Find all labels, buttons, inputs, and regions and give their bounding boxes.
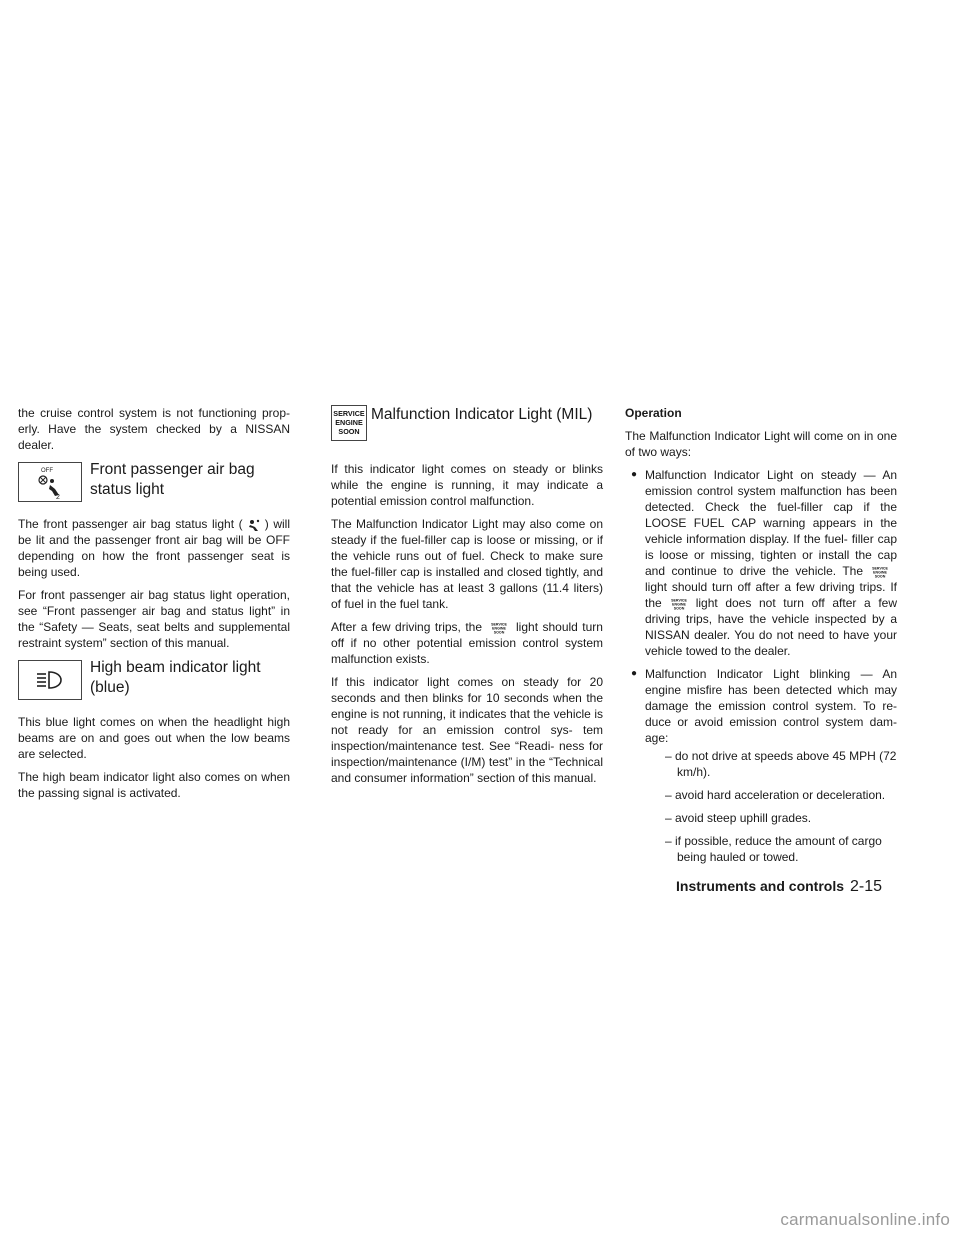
svg-text:2: 2 xyxy=(56,494,60,501)
operation-intro: The Malfunction Indicator Light will come on in one of two ways: xyxy=(625,429,897,459)
service-engine-soon-inline-icon xyxy=(666,598,692,610)
column-middle xyxy=(331,405,603,793)
intro-paragraph: the cruise control system is not functioning prop- erly. Have the system checked by a NISSAN dealer. xyxy=(18,406,290,452)
svg-text:SERVICE: SERVICE xyxy=(872,566,888,571)
column-left xyxy=(18,405,290,808)
svg-text:ENGINE: ENGINE xyxy=(335,418,363,427)
mil-paragraph-2: The Malfunction Indicator Light may also come on steady if the fuel-filler cap is loose or missing, or if the vehicle runs out of fuel. Check to make sure the fuel-filler cap is installed and closed tightly, and that the vehicle has at least 3 gallons (11.4 liters) of fuel in the fuel tank. xyxy=(331,517,603,611)
mil-paragraph-4: If this indicator light comes on steady for 20 seconds and then blinks for 10 seconds when the engine is not running, it indicates that the vehicle is not ready for an emission control sys- tem inspection/maintenance test. See “Readi- ness for inspection/maintenance (I/M) test” in the “Technical and consumer information” section of this manual. xyxy=(331,675,603,785)
mil-paragraph-3: After a few driving trips, the SERVICE ENGINE SOON light should turn off if no other potential emission control system malfunction exists. xyxy=(331,620,603,666)
page-footer xyxy=(676,878,882,896)
list-item-steady: ● Malfunction Indicator Light on steady — An emission control system malfunction has been detected. Check the fuel-filler cap if the LOOSE FUEL CAP warning appears in the vehicle information display. If the fuel- filler cap is loose or missing, tighten or install the cap and continue to drive the vehicle. The SERVICE ENGINE SOON light should turn off after a few driving trips. If the SERVICE ENGINE SOON light does not turn off after a few driving trips, have the vehicle inspected by a NISSAN dealer. You do not need to have your vehicle towed to the dealer. xyxy=(625,467,897,659)
svg-text:SERVICE: SERVICE xyxy=(491,622,507,627)
list-item: – if possible, reduce the amount of cargo being hauled or towed. xyxy=(665,834,882,864)
list-item: – do not drive at speeds above 45 MPH (72 km/h). xyxy=(665,749,897,779)
list-item-blinking: ● Malfunction Indicator Light blinking — An engine misfire has been detected which may damage the emission control system. To re- duce or avoid emission control system dam- age: – do not drive at speeds above 45 MPH (72 km/h). – avoid hard acceleration or deceleration. – avoid steep uphill grades. – if possible, reduce the amount of cargo being hauled or towed. xyxy=(625,666,897,865)
highbeam-paragraph-2: The high beam indicator light also comes on when the passing signal is activated. xyxy=(18,770,290,800)
svg-text:ENGINE: ENGINE xyxy=(492,626,506,631)
service-engine-soon-inline-icon xyxy=(486,622,512,634)
watermark: carmanualsonline.info xyxy=(780,1210,950,1229)
mil-paragraph-1: If this indicator light comes on steady or blinks while the engine is running, it may indicate a potential emission control malfunction. xyxy=(331,462,603,508)
mil-section-title: Malfunction Indicator Light (MIL) xyxy=(371,406,593,423)
footer-section-name: Instruments and controls xyxy=(676,878,845,894)
blinking-sublist xyxy=(645,748,897,865)
service-engine-soon-icon xyxy=(331,405,367,441)
svg-text:SERVICE: SERVICE xyxy=(670,598,687,603)
svg-text:SOON: SOON xyxy=(493,630,505,634)
airbag-icon-off-label: OFF xyxy=(41,468,53,474)
operation-heading: Operation xyxy=(625,406,682,420)
svg-text:SERVICE: SERVICE xyxy=(333,409,365,418)
svg-text:SOON: SOON xyxy=(673,606,684,610)
mil-section-heading xyxy=(331,405,603,449)
airbag-status-icon xyxy=(18,462,82,502)
svg-text:ENGINE: ENGINE xyxy=(873,570,887,575)
svg-text:SOON: SOON xyxy=(874,574,886,578)
highbeam-paragraph-1: This blue light comes on when the headlight high beams are on and goes out when the low beams are selected. xyxy=(18,715,290,761)
highbeam-section-title: High beam indicator light (blue) xyxy=(90,659,261,696)
airbag-paragraph-1: The front passenger air bag status light ( ) will be lit and the passenger front air bag will be OFF depending on how the front passenger seat is being used. xyxy=(18,517,290,579)
list-item: – avoid steep uphill grades. xyxy=(665,811,812,825)
airbag-section-heading xyxy=(18,460,290,504)
highbeam-section-heading xyxy=(18,658,290,702)
svg-text:ENGINE: ENGINE xyxy=(671,602,686,607)
column-right xyxy=(625,405,897,872)
airbag-section-title: Front passenger air bag status light xyxy=(90,461,255,498)
airbag-inline-icon xyxy=(247,518,261,532)
high-beam-icon xyxy=(18,660,82,700)
operation-list xyxy=(625,467,897,865)
list-item: – avoid hard acceleration or deceleration. xyxy=(665,788,886,802)
airbag-paragraph-2: For front passenger air bag status light operation, see “Front passenger air bag and status light” in the “Safety — Seats, seat belts and supplemental restraint system” section of this manual. xyxy=(18,588,290,650)
page-number: 2-15 xyxy=(850,878,883,895)
svg-text:SOON: SOON xyxy=(338,427,360,436)
service-engine-soon-inline-icon xyxy=(867,566,893,578)
